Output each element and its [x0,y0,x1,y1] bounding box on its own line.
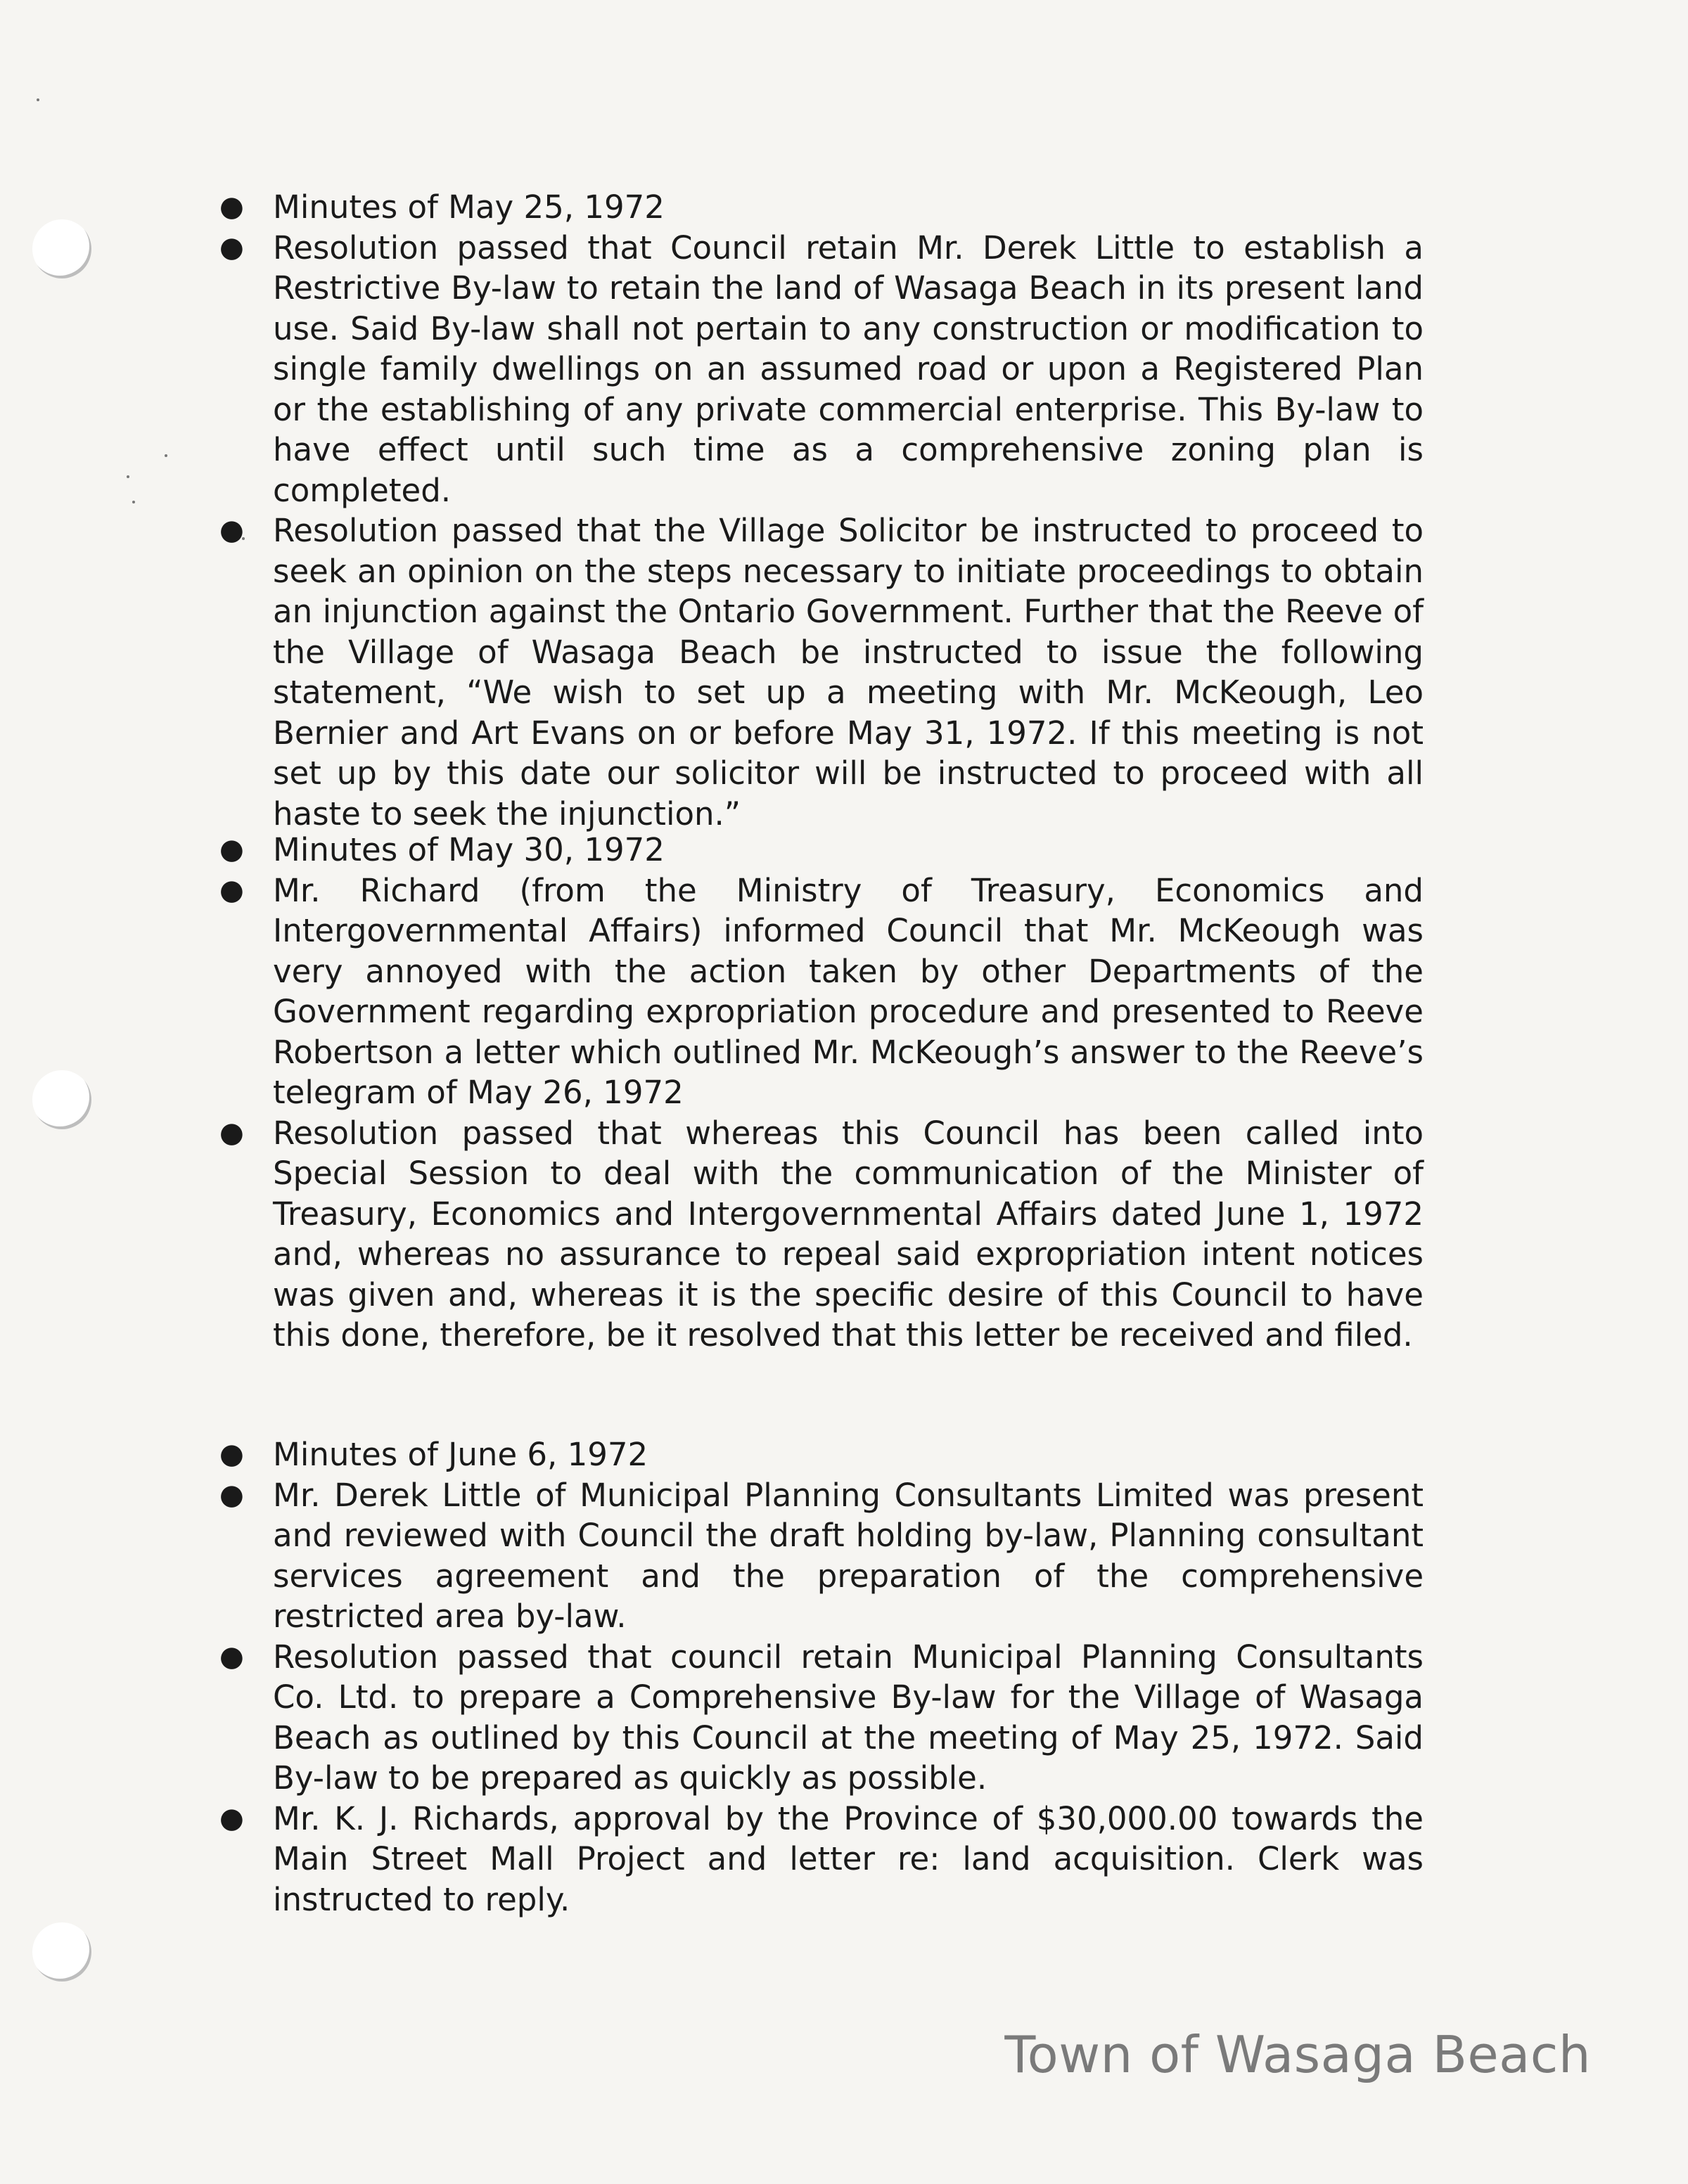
bullet-icon: ● [219,833,244,866]
list-item-text: Mr. K. J. Richards, approval by the Province of $30,000.00 towards the Main Street Mall Project and letter re: land acquisition. Clerk was instructed to reply. [273,1799,1424,1918]
bullet-icon: ● [219,1478,244,1511]
minutes-section-may-30 [217,830,1424,1356]
list-item [217,510,1424,834]
list-item-text: Resolution passed that Council retain Mr. Derek Little to establish a Restrictive By-law to retain the land of Wasaga Beach in its present land use. Said By-law shall not pertain to any construction or modification to single family dwellings on an assumed road or upon a Registered Plan or the establishing of any private commercial enterprise. This By-law to have effect until such time as a comprehensive zoning plan is completed. [273,229,1424,509]
punch-hole-bottom [32,1922,91,1981]
list-item [217,228,1424,511]
list-item-text: Minutes of May 25, 1972 [273,188,665,226]
list-item [217,1113,1424,1356]
list-item-text: Mr. Richard (from the Ministry of Treasury, Economics and Intergovernmental Affairs) informed Council that Mr. McKeough was very annoyed with the action taken by other Departments of the Government regarding expropriation procedure and presented to Reeve Robertson a letter which outlined Mr. McKeough’s answer to the Reeve’s telegram of May 26, 1972 [273,871,1424,1111]
bullet-list [217,1434,1424,1920]
list-item [217,871,1424,1113]
bullet-list [217,187,1424,834]
list-item [217,1799,1424,1920]
list-item-text: Mr. Derek Little of Municipal Planning Consultants Limited was present and reviewed with Council the draft holding by-law, Planning consultant services agreement and the preparation of the comprehensive restricted area by-law. [273,1476,1424,1635]
scan-speck [165,454,167,457]
bullet-list [217,830,1424,1356]
bullet-icon: ● [219,191,244,223]
list-item-text: Resolution passed that the Village Solicitor be instructed to proceed to seek an opinion on the steps necessary to initiate proceedings to obtain an injunction against the Ontario Government. Further that the Reeve of the Village of Wasaga Beach be instructed to issue the following statement, “We wish to set up a meeting with Mr. McKeough, Leo Bernier and Art Evans on or before May 31, 1972. If this meeting is not set up by this date our solicitor will be instructed to proceed with all haste to seek the injunction.” [273,512,1424,833]
minutes-section-may-25 [217,187,1424,834]
bullet-icon: ● [219,873,244,906]
bullet-icon: ● [219,231,244,264]
list-item [217,1637,1424,1799]
watermark: Town of Wasaga Beach [1004,2025,1591,2084]
list-item [217,1434,1424,1475]
scan-speck [37,98,39,101]
bullet-icon: ● [219,1640,244,1673]
bullet-icon: ● [219,1116,244,1149]
bullet-icon: ● [219,514,244,546]
list-item-text: Resolution passed that whereas this Council has been called into Special Session to deal with the communication of the Minister of Treasury, Economics and Intergovernmental Affairs dated June 1, 1972 and, whereas no assurance to repeal said expropriation intent notices was given and, whereas it is the specific desire of this Council to have this done, therefore, be it resolved that this letter be received and filed. [273,1114,1424,1354]
list-item [217,830,1424,871]
list-item-text: Minutes of May 30, 1972 [273,831,665,868]
bullet-icon: ● [219,1801,244,1835]
bullet-icon: ● [219,1438,244,1470]
scan-speck [127,475,129,478]
list-item-text: Minutes of June 6, 1972 [273,1436,648,1473]
scan-speck [132,501,135,503]
list-item [217,1475,1424,1637]
minutes-section-june-6 [217,1434,1424,1920]
punch-hole-top [32,219,91,278]
list-item [217,187,1424,228]
list-item-text: Resolution passed that council retain Municipal Planning Consultants Co. Ltd. to prepare a Comprehensive By-law for the Village of Wasaga Beach as outlined by this Council at the meeting of May 25, 1972. Said By-law to be prepared as quickly as possible. [273,1638,1424,1797]
punch-hole-middle [32,1070,91,1129]
